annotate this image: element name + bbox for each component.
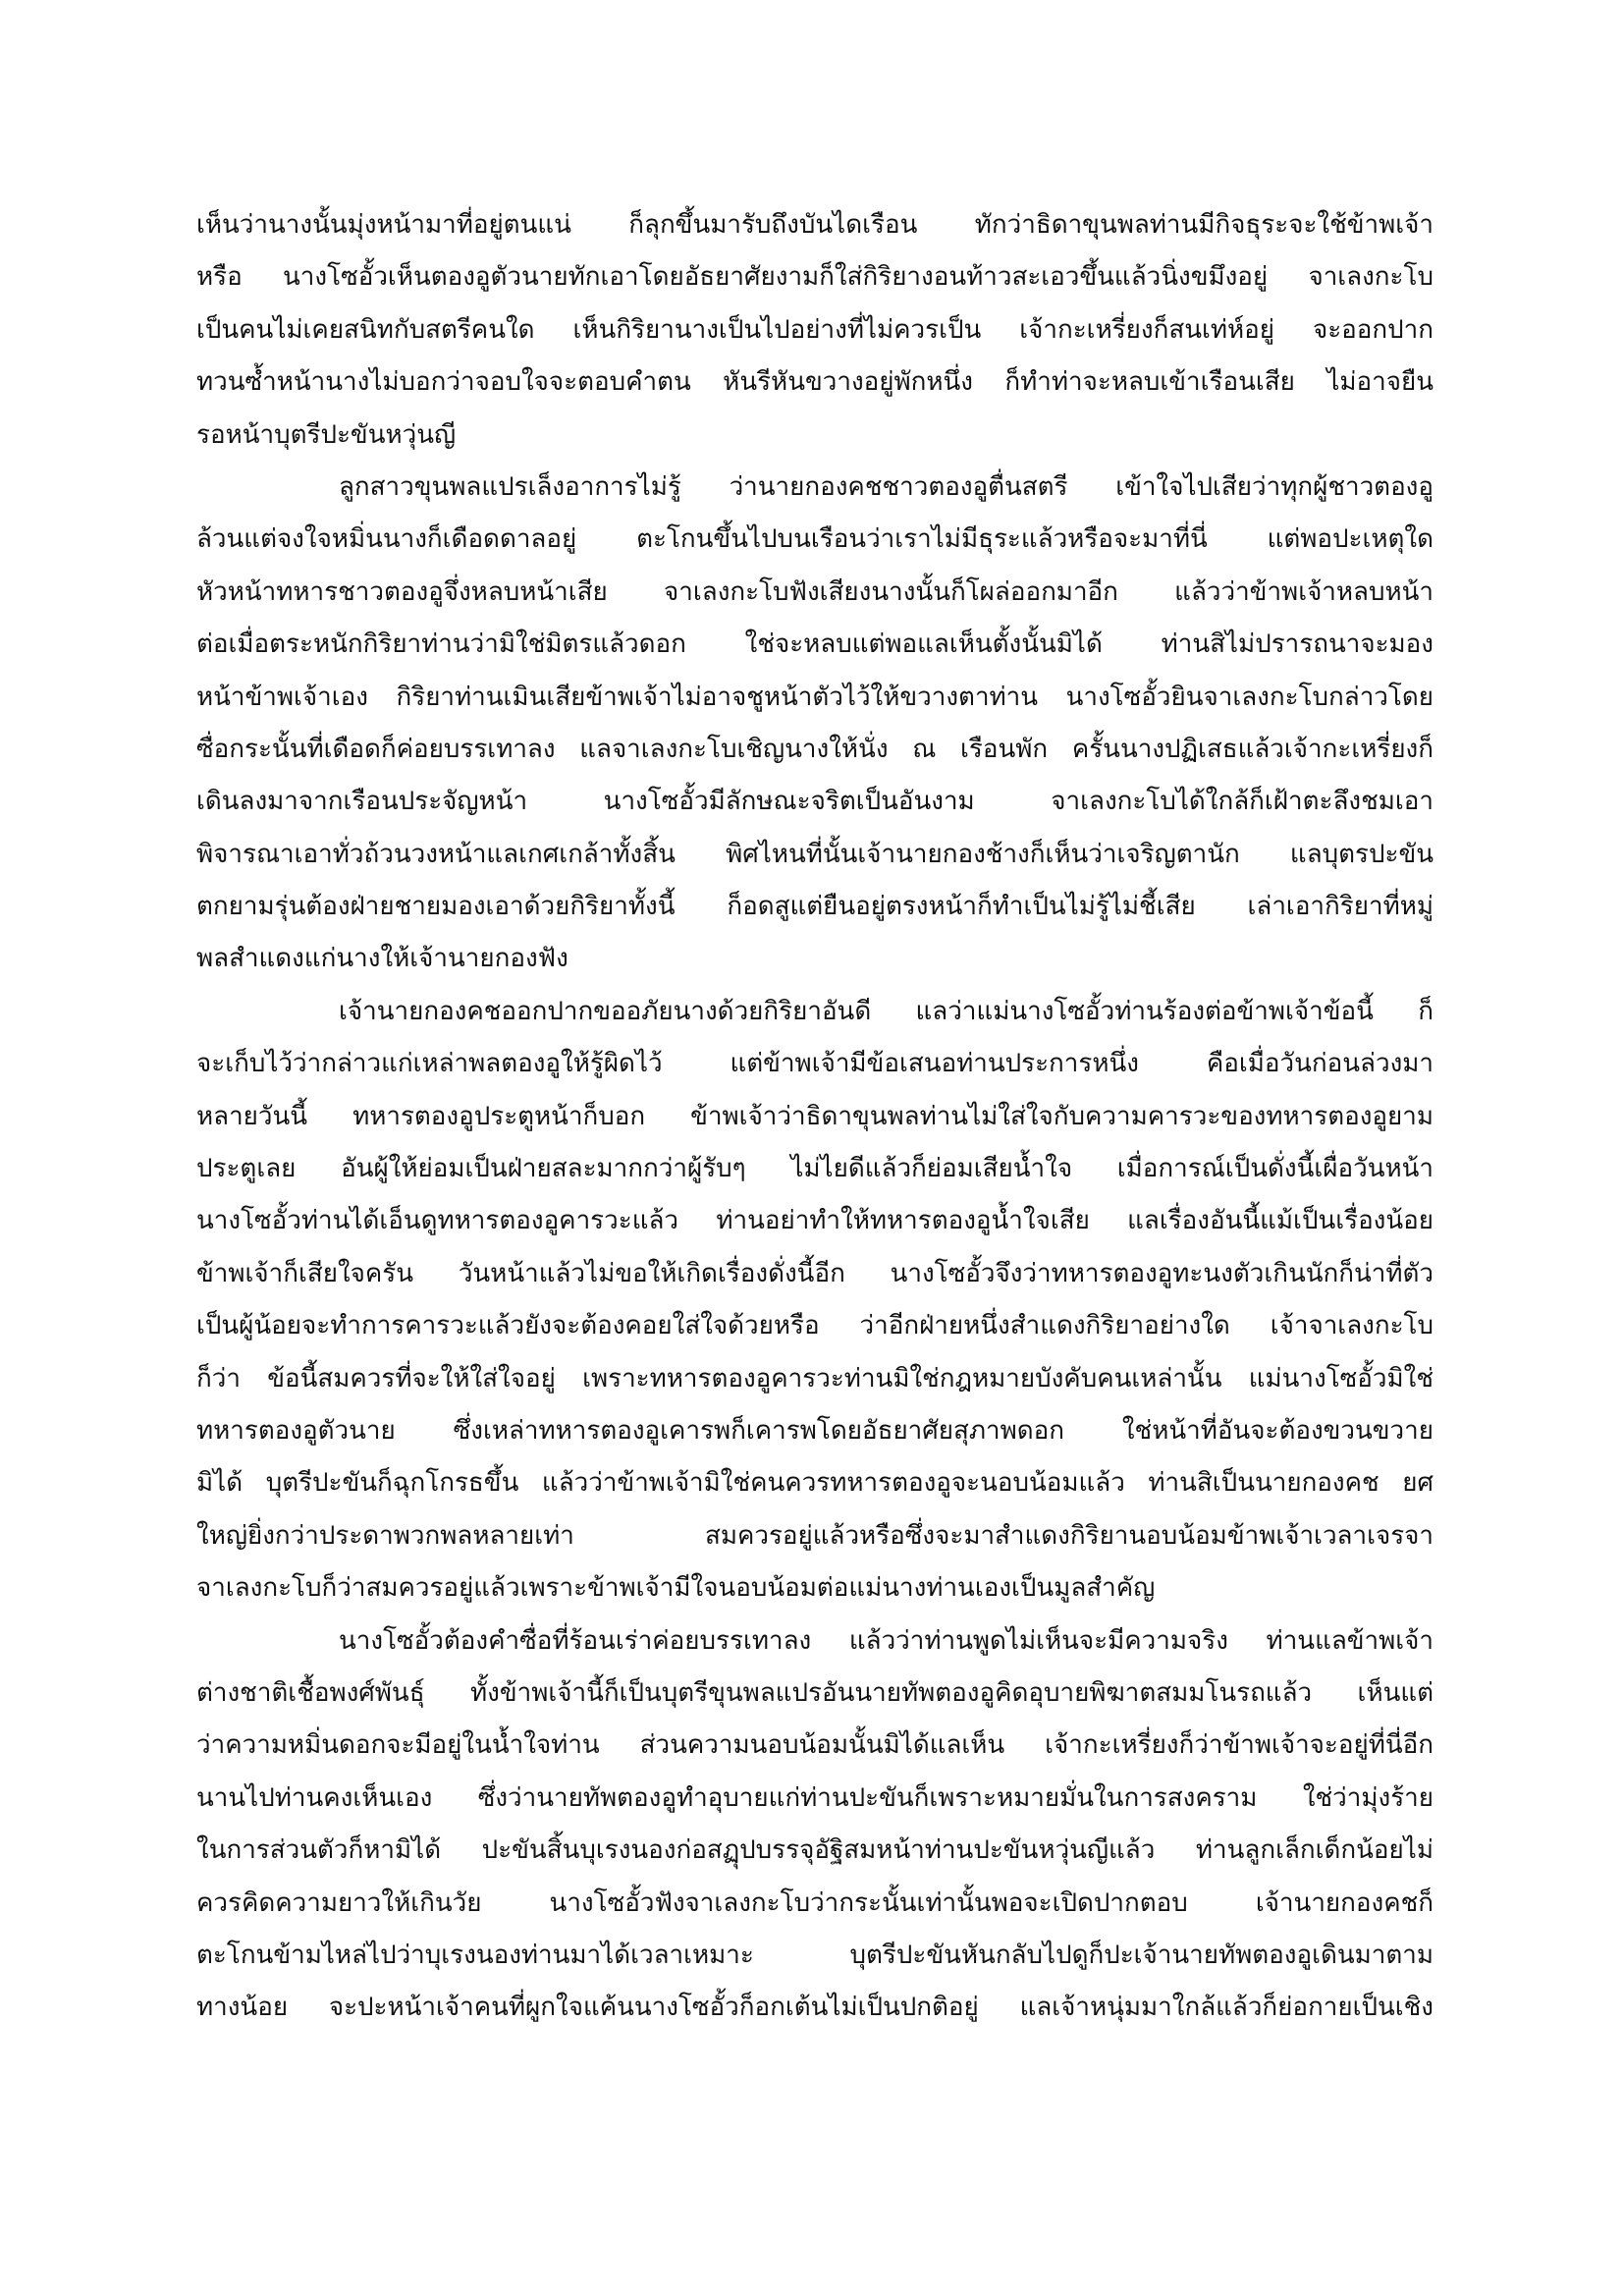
paragraph-line: ตะโกนข้ามไหล่ไปว่าบุเรงนองท่านมาได้เวลาเหมาะ บุตรีปะขันหันกลับไปดูก็ปะเจ้านายทัพตองอูเดินมาตาม bbox=[196, 1940, 1434, 1970]
paragraph-line: ล้วนแต่จงใจหมิ่นนางก็เดือดดาลอยู่ ตะโกนขึ้นไปบนเรือนว่าเราไม่มีธุระแล้วหรือจะมาที่นี่ แต่พอปะเหตุใด bbox=[196, 524, 1434, 555]
paragraph bbox=[196, 986, 1434, 1615]
paragraph-line: พลสำแดงแก่นางให้เจ้านายกองฟัง bbox=[196, 944, 568, 974]
paragraph-line: หรือ นางโซอั้วเห็นตองอูตัวนายทักเอาโดยอัธยาศัยงามก็ใส่กิริยางอนท้าวสะเอวขึ้นแล้วนิ่งขมึงอยู่ จาเลงกะโบ bbox=[196, 262, 1434, 293]
paragraph-line: ต่างชาติเชื้อพงศ์พันธุ์ ทั้งข้าพเจ้านี้ก็เป็นบุตรีขุนพลแปรอันนายทัพตองอูคิดอุบายพิฆาตสมมโนรถแล้ว เห็นแต่ bbox=[196, 1677, 1434, 1708]
paragraph-line: เป็นคนไม่เคยสนิทกับสตรีคนใด เห็นกิริยานางเป็นไปอย่างที่ไม่ควรเป็น เจ้ากะเหรี่ยงก็สนเท่ห์อยู่ จะออกปาก bbox=[196, 314, 1434, 345]
paragraph-line: ข้าพเจ้าก็เสียใจครัน วันหน้าแล้วไม่ขอให้เกิดเรื่องดั่งนี้อีก นางโซอั้วจึงว่าทหารตองอูทะนงตัวเกินนักก็น่าที่ตัว bbox=[196, 1258, 1434, 1288]
paragraph-line: เห็นว่านางนั้นมุ่งหน้ามาที่อยู่ตนแน่ ก็ลุกขึ้นมารับถึงบันไดเรือน ทักว่าธิดาขุนพลท่านมีกิจธุระจะใช้ข้าพเจ้า bbox=[196, 210, 1434, 240]
paragraph-line: มิได้ บุตรีปะขันก็ฉุกโกรธขึ้น แล้วว่าข้าพเจ้ามิใช่คนควรทหารตองอูจะนอบน้อมแล้ว ท่านสิเป็นนายกองคช ยศ bbox=[196, 1468, 1434, 1499]
paragraph-line: ลูกสาวขุนพลแปรเล็งอาการไม่รู้ ว่านายกองคชชาวตองอูตื่นสตรี เข้าใจไปเสียว่าทุกผู้ชาวตองอู bbox=[339, 471, 1434, 502]
paragraph bbox=[196, 462, 1434, 986]
paragraph-line: ในการส่วนตัวก็หามิได้ ปะขันสิ้นบุเรงนองก่อสฏุปบรรจุอัฐิสมหน้าท่านปะขันหวุ่นญีแล้ว ท่านลูกเล็กเด็กน้อยไม่ bbox=[196, 1835, 1434, 1866]
paragraph-line: ทางน้อย จะปะหน้าเจ้าคนที่ผูกใจแค้นนางโซอั้วก็อกเต้นไม่เป็นปกติอยู่ แลเจ้าหนุ่มมาใกล้แล้วก็ย่อกายเป็นเชิง bbox=[196, 1993, 1434, 2023]
paragraph-line: ใหญ่ยิ่งกว่าประดาพวกพลหลายเท่า สมควรอยู่แล้วหรือซึ่งจะมาสำแดงกิริยานอบน้อมข้าพเจ้าเวลาเจรจา bbox=[196, 1520, 1434, 1551]
paragraph-line: จะเก็บไว้ว่ากล่าวแก่เหล่าพลตองอูให้รู้ผิดไว้ แต่ข้าพเจ้ามีข้อเสนอท่านประการหนึ่ง คือเมื่อวันก่อนล่วงมา bbox=[196, 1049, 1434, 1079]
paragraph bbox=[196, 199, 1434, 462]
paragraph-line: จาเลงกะโบก็ว่าสมควรอยู่แล้วเพราะข้าพเจ้ามีใจนอบน้อมต่อแม่นางท่านเองเป็นมูลสำคัญ bbox=[196, 1573, 1156, 1604]
paragraph-line: รอหน้าบุตรีปะขันหวุ่นญี bbox=[196, 419, 457, 450]
paragraph-line: นานไปท่านคงเห็นเอง ซึ่งว่านายทัพตองอูทำอุบายแก่ท่านปะขันก็เพราะหมายมั่นในการสงคราม ใช่ว่ามุ่งร้าย bbox=[196, 1782, 1434, 1813]
paragraph-line: ทวนซ้ำหน้านางไม่บอกว่าจอบใจจะตอบคำตน หันรีหันขวางอยู่พักหนึ่ง ก็ทำท่าจะหลบเข้าเรือนเสีย ไม่อาจยืน bbox=[196, 367, 1434, 398]
paragraph-line: เป็นผู้น้อยจะทำการคารวะแล้วยังจะต้องคอยใส่ใจด้วยหรือ ว่าอีกฝ่ายหนึ่งสำแดงกิริยาอย่างใด เจ้าจาเลงกะโบ bbox=[196, 1311, 1434, 1341]
paragraph-line: ประตูเลย อันผู้ให้ย่อมเป็นฝ่ายสละมากกว่าผู้รับๆ ไม่ไยดีแล้วก็ย่อมเสียน้ำใจ เมื่อการณ์เป็นดั่งนี้เผื่อวันหน้า bbox=[196, 1154, 1434, 1184]
paragraph-line: นางโซอั้วต้องคำซื่อที่ร้อนเร่าค่อยบรรเทาลง แล้วว่าท่านพูดไม่เห็นจะมีความจริง ท่านแลข้าพเจ้า bbox=[339, 1625, 1434, 1656]
paragraph-line: พิจารณาเอาทั่วถ้วนวงหน้าแลเกศเกล้าทั้งสิ้น พิศไหนที่นั้นเจ้านายกองช้างก็เห็นว่าเจริญตานัก แลบุตรปะขัน bbox=[196, 839, 1434, 869]
paragraph-line: ว่าความหมิ่นดอกจะมีอยู่ในน้ำใจท่าน ส่วนความนอบน้อมนั้นมิได้แลเห็น เจ้ากะเหรี่ยงก็ว่าข้าพเจ้าจะอยู่ที่นี่อีก bbox=[196, 1730, 1434, 1761]
paragraph-line: เจ้านายกองคชออกปากขออภัยนางด้วยกิริยาอันดี แลว่าแม่นางโซอั้วท่านร้องต่อข้าพเจ้าข้อนี้ ก็ bbox=[339, 996, 1434, 1026]
paragraph-line: หน้าข้าพเจ้าเอง กิริยาท่านเมินเสียข้าพเจ้าไม่อาจชูหน้าตัวไว้ให้ขวางตาท่าน นางโซอั้วยินจาเลงกะโบกล่าวโดย bbox=[196, 682, 1434, 712]
paragraph-line: เดินลงมาจากเรือนประจัญหน้า นางโซอั้วมีลักษณะจริตเป็นอันงาม จาเลงกะโบได้ใกล้ก็เฝ้าตะลึงชมเอา bbox=[196, 787, 1434, 817]
paragraph bbox=[196, 1615, 1434, 2035]
document-body bbox=[196, 199, 1434, 2035]
paragraph-line: นางโซอั้วท่านได้เอ็นดูทหารตองอูคารวะแล้ว ท่านอย่าทำให้ทหารตองอูน้ำใจเสีย แลเรื่องอันนี้แม้เป็นเรื่องน้อย bbox=[196, 1206, 1434, 1236]
paragraph-line: หัวหน้าทหารชาวตองอูจึ่งหลบหน้าเสีย จาเลงกะโบฟังเสียงนางนั้นก็โผล่ออกมาอีก แล้วว่าข้าพเจ้าหลบหน้า bbox=[196, 576, 1434, 607]
paragraph-line: ก็ว่า ข้อนี้สมควรที่จะให้ใส่ใจอยู่ เพราะทหารตองอูคารวะท่านมิใช่กฎหมายบังคับคนเหล่านั้น แม่นางโซอั้วมิใช่ bbox=[196, 1363, 1434, 1394]
paragraph-line: ต่อเมื่อตระหนักกิริยาท่านว่ามิใช่มิตรแล้วดอก ใช่จะหลบแต่พอแลเห็นตั้งนั้นมิได้ ท่านสิไม่ปรารถนาจะมอง bbox=[196, 629, 1434, 660]
paragraph-line: หลายวันนี้ ทหารตองอูประตูหน้าก็บอก ข้าพเจ้าว่าธิดาขุนพลท่านไม่ใส่ใจกับความคารวะของทหารตองอูยาม bbox=[196, 1101, 1434, 1131]
paragraph-line: ควรคิดความยาวให้เกินวัย นางโซอั้วฟังจาเลงกะโบว่ากระนั้นเท่านั้นพอจะเปิดปากตอบ เจ้านายกองคชก็ bbox=[196, 1887, 1434, 1918]
paragraph-line: ซื่อกระนั้นที่เดือดก็ค่อยบรรเทาลง แลจาเลงกะโบเชิญนางให้นั่ง ณ เรือนพัก ครั้นนางปฏิเสธแล้วเจ้ากะเหรี่ยงก็ bbox=[196, 734, 1434, 764]
paragraph-line: ทหารตองอูตัวนาย ซึ่งเหล่าทหารตองอูเคารพก็เคารพโดยอัธยาศัยสุภาพดอก ใช่หน้าที่อันจะต้องขวนขวาย bbox=[196, 1415, 1434, 1446]
paragraph-line: ตกยามรุ่นต้องฝ่ายชายมองเอาด้วยกิริยาทั้งนี้ ก็อดสูแต่ยืนอยู่ตรงหน้าก็ทำเป็นไม่รู้ไม่ชี้เสีย เล่าเอากิริยาที่หมู่ bbox=[196, 892, 1434, 922]
